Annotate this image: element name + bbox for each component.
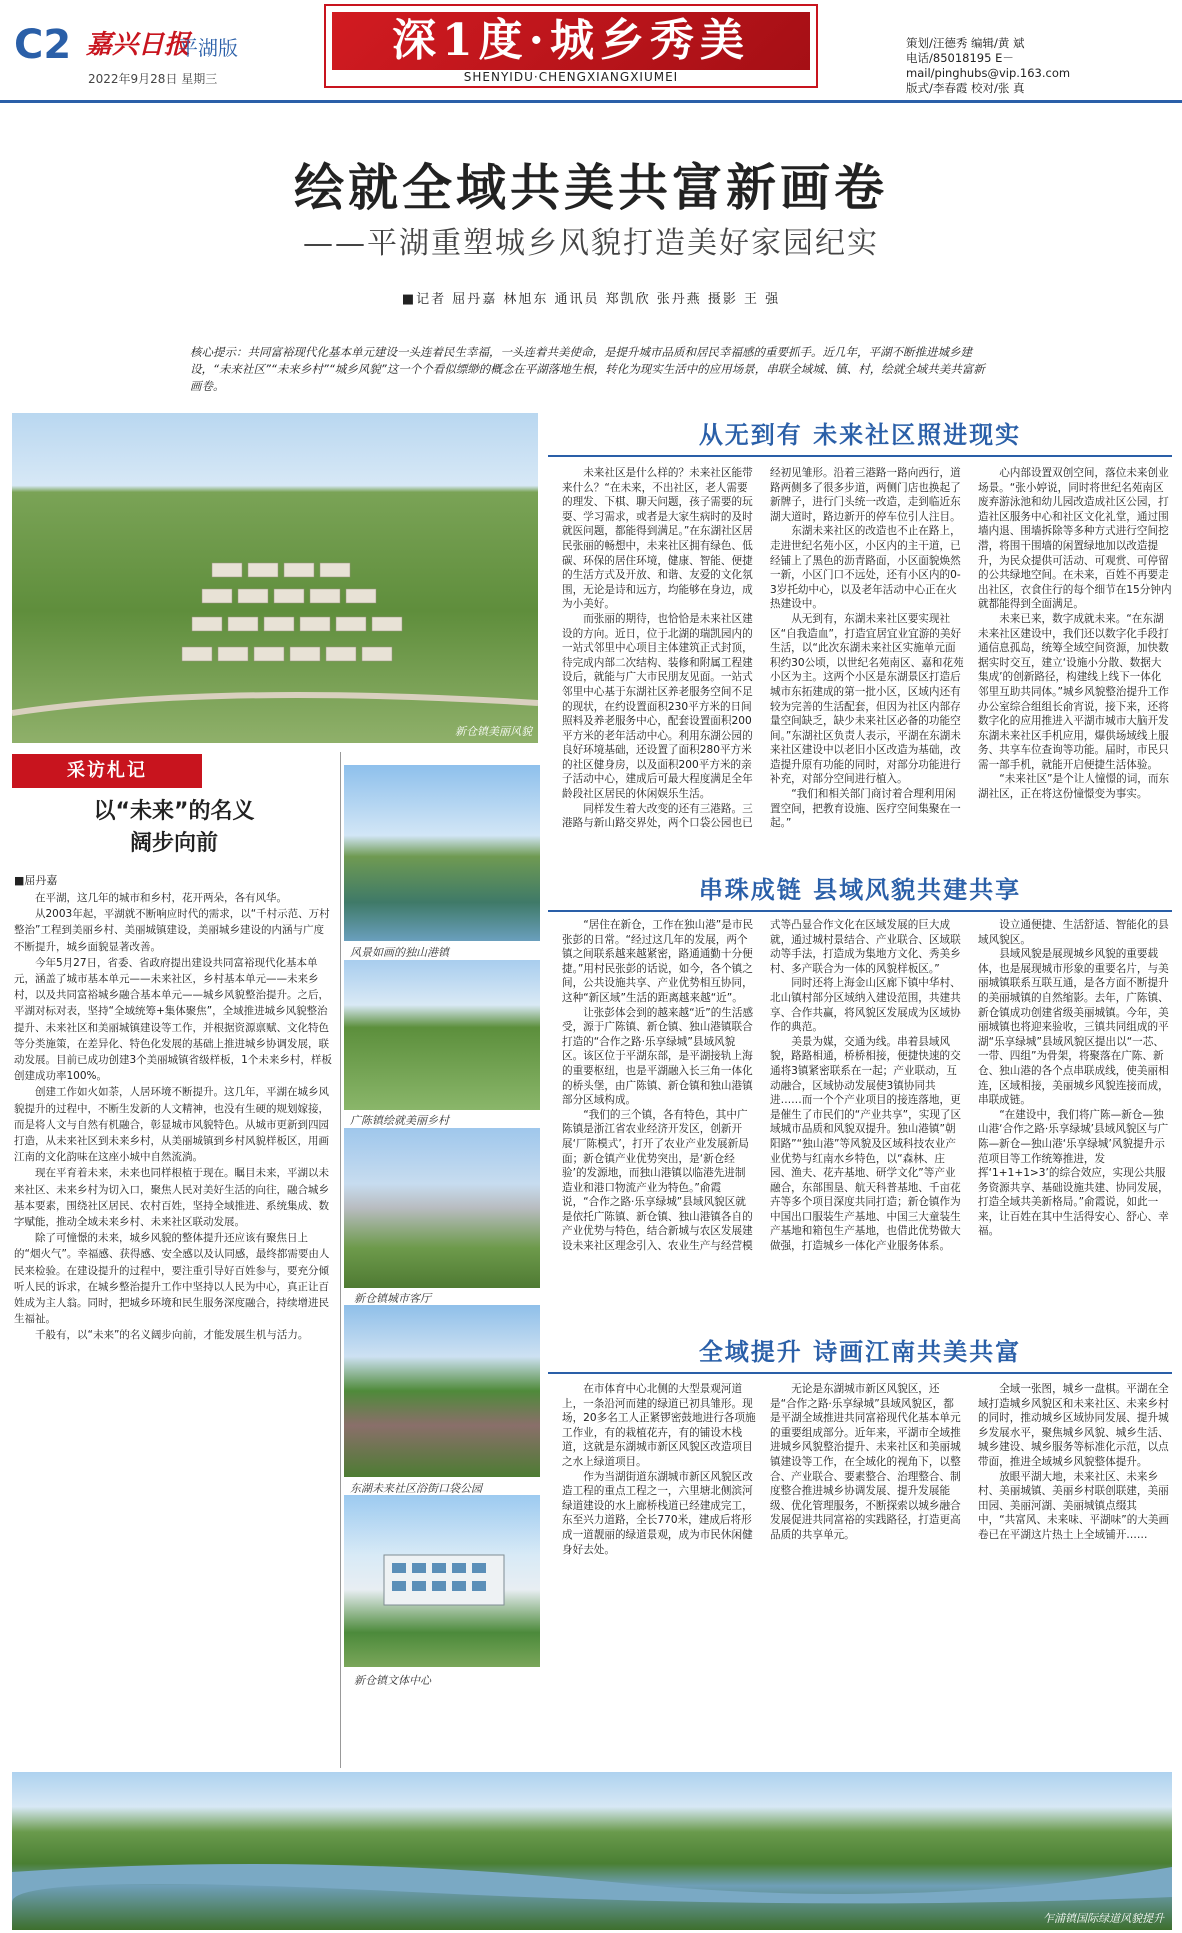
column-divider bbox=[340, 752, 341, 1768]
section-paragraph: 无论是东湖城市新区风貌区，还是“合作之路·乐享绿城”县域风貌区，都是平湖全域推进共同富裕现代化基本单元的重要组成部分。近年来，平湖市全域推进城乡风貌整治提升、未来社区和美丽城镇建设等工作，在全域化的视角下，以整合、产业联合、要素整合、治理整合、制度整合推进城乡协调发展、提升发展能级、优化管理服务，不断探索以城乡融合发展促进共同富裕的实践路径，打造更高品质的共享单元。 bbox=[770, 1383, 961, 1541]
section-paragraph: 未来社区是什么样的？未来社区能带来什么？“在未来，不出社区，老人需要的理发、下棋、聊天问题，孩子需要的玩耍、学习需求，或者是大家生病时的及时就医问题，都能得到满足。”在东湖社区居民张丽的畅想中，未来社区拥有绿色、低碳、环保的居住环境，健康、智能、便捷的生活方式及开放、和谐、友爱的文化氛围，无论是诗和远方，均能够在身边，成为小美好。 bbox=[562, 467, 753, 611]
credit-line: 版式/李春霞 校对/张 真 bbox=[906, 81, 1025, 95]
column-banner-background bbox=[332, 12, 810, 70]
sub-headline: ——平湖重塑城乡风貌打造美好家园纪实 bbox=[303, 226, 879, 261]
building-illustration bbox=[344, 1495, 540, 1667]
editor-credits bbox=[906, 36, 1176, 96]
section-paragraph: 未来已来，数字成就未来。“在东湖未来社区建设中，我们还以数字化手段打通信息孤岛，统筹全域空间资源，加快数据实时交互，建立‘设施小分散、数据大集成’的创新路径，构建线上线下一体化邻里互助共同体。”城乡风貌整治提升工作办公室综合组组长俞宵说，接下来，还将数字化的应用推进入平湖市城市大脑开发东湖未来社区手机应用，爆供场域线上服务、共享车位查询等功能。届时，市民只需一部手机，就能开启便捷生活体验。 bbox=[978, 612, 1169, 771]
photo-caption: 新仓镇文体中心 bbox=[354, 1674, 431, 1687]
column-banner bbox=[324, 4, 818, 88]
side-paragraph: 千般有，以“未来”的名义阔步向前，才能发展生机与活力。 bbox=[35, 1329, 309, 1342]
photo-caption: 乍浦镇国际绿道风貌提升 bbox=[1043, 1912, 1164, 1925]
side-paragraph: 从2003年起，平湖就不断响应时代的需求，以“千村示范、万村整治”工程到美丽乡村、美丽城镇建设，美丽城乡建设的内涵与广度不断提升，城乡面貌显著改善。 bbox=[14, 908, 330, 953]
main-headline: 绘就全域共美共富新画卷 bbox=[294, 158, 888, 217]
section-3-body bbox=[562, 1382, 1172, 1764]
page-number: C2 bbox=[14, 22, 72, 68]
section-paragraph: 作为当湖街道东湖城市新区风貌区改造工程的重点工程之一，六里塘北侧滨河绿道建设的水上廊桥栈道已经建成完工，东至兴力道路，全长770米，建成后将形成一道靓丽的绿道景观，成为市民休闲健身好去处。 bbox=[562, 1470, 753, 1556]
photo-donghu-pocket-park bbox=[344, 1305, 540, 1477]
lead-paragraph: 核心提示：共同富裕现代化基本单元建设一头连着民生幸福，一头连着共美使命，是提升城市品质和居民幸福感的重要抓手。近几年，平湖不断推进城乡建设，“未来社区”“未来乡村”“城乡风貌”这一个个看似缥缈的概念在平湖落地生根，转化为现实生活中的应用场景，串联全域城、镇、村，绘就全域共美共富新画卷。 bbox=[190, 345, 985, 393]
side-paragraph: 创建工作如火如荼，人居环境不断提升。这几年，平湖在城乡风貌提升的过程中，不断生发新的人文精神，也没有生硬的规划嫁接，而是将人文与自然有机融合，彰显城市风貌特色。从城市更新到四园打造，从未来社区到未来乡村，从美丽城镇到乡村风貌样板区，用画江南的文化韵味在这座小城中自然流淌。 bbox=[14, 1086, 329, 1164]
interview-notes-label: 采访札记 bbox=[12, 754, 202, 788]
section-paragraph: “我们的三个镇，各有特色，其中广陈镇是浙江省农业经济开发区，创新开展‘厂陈模式’，打开了农业产业发展新局面；新仓镇产业优势突出，是‘新仓经验’的发源地，而独山港镇以临港先进制造业和港口物流产业为特色。”俞霞说，“合作之路·乐享绿城”县域风貌区就是依托广陈镇、新仓镇、独山港镇各自的产业优势与特色，结合新城与农区发展建设未来社区理念引入、农业生产与经营模式等凸显合作文化在区域发展的巨大成就，通过城村景结合、产业联合、区域联动等手法，打造成为集地方文化、秀美乡村、多产联合为一体的风貌样板区。” bbox=[562, 919, 961, 1253]
publication-date: 2022年9月28日 星期三 bbox=[88, 72, 218, 86]
side-paragraph: 今年5月27日，省委、省政府提出建设共同富裕现代化基本单元，涵盖了城市基本单元——未来社区，乡村基本单元——未来乡村，以及共同富裕城乡融合基本单元——城乡风貌整治提升。之后，平湖对标对表，坚持“全域统筹+集体聚焦”，全域推进城乡风貌整治提升、未来社区和美丽城镇建设等工作，并根据资源禀赋、文化特色等分类施策，在差异化、特色化发展的基础上推进城乡协调发展，联动发展。目前已成功创建3个美丽城镇省级样板，1个未来乡村，样板创建成功率100%。 bbox=[14, 956, 332, 1083]
section-paragraph: “居住在新仓，工作在独山港”是市民张彭的日常。“经过这几年的发展，两个镇之间联系越来越紧密，路通通勤十分便捷。”用村民张彭的话说，如今，各个镇之间，公共设施共享、产业优势相互协同，这种“新区域”生活的距离越来越“近”。 bbox=[562, 919, 754, 1004]
photo-xincang-sports-center bbox=[344, 1495, 540, 1667]
section-paragraph: 同时还将上海金山区廊下镇中华村、北山镇村部分区域纳入建设范围，共建共享、合作共赢，将风貌区发展成为区域协作的典范。 bbox=[770, 977, 961, 1034]
masthead bbox=[0, 0, 1182, 103]
side-article-title bbox=[12, 796, 336, 860]
photo-xincang-landscape bbox=[12, 413, 538, 743]
side-article-body bbox=[14, 890, 332, 1770]
photo-caption: 新仓镇城市客厅 bbox=[354, 1292, 431, 1305]
photo-caption: 广陈镇绘就美丽乡村 bbox=[350, 1114, 449, 1127]
credit-line: 电话/85018195 E－mail/pinghubs@vip.163.com bbox=[906, 51, 1071, 80]
section-heading-3: 全域提升 诗画江南共美共富 bbox=[548, 1332, 1172, 1374]
section-paragraph: “未来社区”是个让人憧憬的词，而东湖社区，正在将这份憧憬变为事实。 bbox=[978, 773, 1170, 801]
section-paragraph: 县域风貌是展现城乡风貌的重要载体，也是展现城市形象的重要名片，与美丽城镇联系互联互通，是各方面不断提升的美丽城镇的自然缩影。去年，广陈镇、新仓镇成功创建省级美丽城镇。今年，美丽城镇也将迎来验收，三镇共同组成的平湖“乐享绿城”县域风貌区提出以“一芯、一带、四组”为骨架，将聚落在广陈、新仓、独山港的各个点串联成线，使美丽相连，区域相接，美丽城乡风貌连接而成，串联成链。 bbox=[978, 948, 1169, 1107]
side-author: ■屈丹嘉 bbox=[14, 874, 58, 887]
section-paragraph: 东湖未来社区的改造也不止在路上，走进世纪名苑小区，小区内的主干道，已经铺上了黑色的沥青路面，小区面貌焕然一新，小区门口不远处，还有小区内的0-3岁托幼中心，以及老年活动中心正在火热建设中。 bbox=[770, 525, 961, 611]
section-1-body bbox=[562, 466, 1172, 862]
byline: ■记者 屈丹嘉 林旭东 通讯员 郑凯欣 张丹燕 摄影 王 强 bbox=[401, 292, 781, 307]
side-paragraph: 在平湖，这几年的城市和乡村，花开两朵，各有风华。 bbox=[35, 892, 287, 904]
section-heading-2: 串珠成链 县域风貌共建共享 bbox=[548, 870, 1172, 912]
section-2-body bbox=[562, 918, 1172, 1322]
side-paragraph: 除了可憧憬的未来，城乡风貌的整体提升还应该有聚焦日上的“烟火气”。幸福感、获得感、安全感以及认同感，最终都需要由人民来检验。在建设提升的过程中，要注重引导好百姓参与，要充分倾听人民的诉求，在城乡整治提升工作中坚持以人民为中心，真正让百姓成为主人翁。同时，把城乡环境和民生服务深度融合，持续增进民生福祉。 bbox=[14, 1232, 330, 1326]
aerial-village-illustration bbox=[12, 413, 538, 743]
photo-guangchen bbox=[344, 960, 540, 1110]
section-heading-1: 从无到有 未来社区照进现实 bbox=[548, 415, 1172, 457]
column-title: 深1度·城乡秀美 bbox=[392, 15, 750, 66]
section-paragraph: 同样发生着大改变的还有三港路。三港路与新山路交界处，两个口袋公园也已经初见雏形。沿着三港路一路向西行，道路两侧多了很多步道，两侧门店也换起了新牌子，进行门头统一改造，走到临近东湖大道时，路边新开的停车位引人注目。 bbox=[562, 467, 961, 830]
photo-dushangang bbox=[344, 765, 540, 941]
column-pinyin: SHENYIDU·CHENGXIANGXIUMEI bbox=[463, 70, 679, 84]
edition-label: 平湖版 bbox=[178, 36, 238, 60]
section-paragraph: “我们和相关部门商讨着合理利用闲置空间，把教育设施、医疗空间集聚在一起。” bbox=[770, 788, 961, 830]
photo-caption: 东湖未来社区浴街口袋公园 bbox=[350, 1482, 482, 1495]
section-paragraph: 设立通便捷、生活舒适、智能化的县域风貌区。 bbox=[978, 919, 1169, 946]
section-paragraph: 全域一张图，城乡一盘棋。平湖在全域打造城乡风貌区和未来社区、未来乡村的同时，推动城乡区域协同发展、提升城乡发展水平，聚焦城乡风貌、城乡生活、城乡建设、城乡服务等标准化示范，以点带面，推进全域城乡风貌整体提升。 bbox=[978, 1383, 1169, 1468]
photo-xincang-city-lounge bbox=[344, 1128, 540, 1288]
section-paragraph: 让张彭体会到的越来越“近”的生活感受，源于广陈镇、新仓镇、独山港镇联合打造的“合作之路·乐享绿城”县域风貌区。该区位于平湖东部，是平湖接轨上海的重要枢纽，也是平湖融入长三角一体化的桥头堡，由广陈镇、新仓镇和独山港镇部分区域构成。 bbox=[562, 1006, 754, 1107]
section-paragraph: 从无到有，东湖未来社区要实现社区“自我造血”，打造宜居宜业宜游的美好生活，以“此次东湖未来社区实施单元面积约30公顷，以世纪名苑南区、嘉和花苑小区为主。这两个小区是东湖景区打造后城市东拓建成的第一批小区，区域内还有较为完善的生活配套，但因为社区内部存量空间缺乏，缺少未来社区必备的功能空间。”东湖社区负责人表示，平湖在东湖未来社区建设中以老旧小区改造为基础，改造提升原有功能的同时，对部分功能进行补充，对部分空间进行植入。 bbox=[770, 612, 964, 786]
section-paragraph: 心内部设置双创空间，落位未来创业场景。“张小婷说，同时将世纪名苑南区废弃游泳池和幼儿园改造成社区公园，打造社区服务中心和社区文化礼堂，通过围墙内退、围墙拆除等多种方式进行空间挖潜，将围干围墙的闲置绿地加以改造提升，为民众提供可活动、可观赏、可停留的公共绿地空间。在未来，百姓不再要走出社区，衣食住行的每个细节在15分钟内就都能得到全面满足。 bbox=[978, 467, 1172, 611]
side-title-line: 阔步向前 bbox=[129, 831, 218, 856]
newspaper-brand: 嘉兴日报 bbox=[86, 30, 191, 60]
section-paragraph: 在市体育中心北侧的大型景观河道上，一条沿河而建的绿道已初具雏形。现场，20多名工人正紧锣密鼓地进行各项施工作业，有的栽植花卉，有的铺设木栈道，这就是东湖城市新区风貌区改造项目之水上绿道项目。 bbox=[562, 1383, 756, 1468]
photo-caption: 风景如画的独山港镇 bbox=[350, 946, 449, 959]
section-paragraph: 放眼平湖大地，未来社区、未来乡村、美丽城镇、美丽乡村联创联建，美丽田园、美丽河湖、美丽城镇点缀其中，“共富风、未来味、平湖味”的大美画卷已在平湖这片热土上全域铺开…… bbox=[978, 1470, 1170, 1541]
side-title-line: 以“未来”的名义 bbox=[93, 799, 255, 824]
section-paragraph: 而张丽的期待，也恰恰是未来社区建设的方向。近日，位于北湖的瑞凯园内的一站式邻里中心项目主体建筑正式封顶，待完成内部二次结构、装修和附属工程建设后，就能与广大市民朋友见面。一站式邻里中心基于东湖社区养老服务空间不足的现状，在约设置面积230平方米的日间照料及养老服务中心，配套设置面积200平方米的老年活动中心。利用东湖公园的良好环境基础，还设置了面积280平方米的社区健身房，以及面积200平方米的亲子活动中心，建成后可最大程度满足全年龄段社区居民的休闲娱乐生活。 bbox=[562, 612, 753, 801]
panorama-illustration bbox=[12, 1772, 1172, 1930]
photo-caption: 新仓镇美丽风貌 bbox=[455, 725, 532, 738]
section-paragraph: “在建设中，我们将广陈—新仓—独山港‘合作之路·乐享绿城’县域风貌区与广陈—新仓—独山港‘乐享绿城’风貌提升示范项目等工作统筹推进，发挥‘1+1+1>3’的综合效应，实现公共服务资源共享、基础设施共建、协同发展，打造全域共美新格局。”俞霞说，如此一来，让百姓在其中生活得安心、舒心、幸福。 bbox=[978, 1108, 1169, 1238]
credit-line: 策划/汪德秀 编辑/黄 斌 bbox=[906, 36, 1025, 50]
section-paragraph: 美景为媒，交通为线。串着县域风貌，路路相通，桥桥相接，便捷快速的交通将3镇紧密联系在一起；产业联动，互动融合，区域协动发展使3镇协同共进……而一个个产业项目的接连落地，更是催生了市民们的“产业共享”，实现了区域城市品质和风貌双提升。独山港镇”朝阳路”“独山港”等风貌及区域科技农业产业优势与红南水乡特色，以“森林、庄园、渔夫、花卉基地、研学文化”等产业融合，东部围垦、航天科普基地、千亩花卉等多个项目深度共同打造；新仓镇作为中国出口服装生产基地、中国三大童装生产基地和箱包生产基地，也借此优势做大做强，打造城乡一体化产业服务体系。 bbox=[770, 1035, 962, 1253]
side-paragraph: 现在平育着未来，未来也同样根植于现在。瞩目未来，平湖以未来社区、未来乡村为切入口，聚焦人民对美好生活的向往，融合城乡基本要素，围绕社区居民、农村百姓，坚持全域推进、系统集成、数字赋能，推动全域未来乡村、未来社区联动发展。 bbox=[14, 1167, 329, 1229]
photo-panorama bbox=[12, 1772, 1172, 1930]
